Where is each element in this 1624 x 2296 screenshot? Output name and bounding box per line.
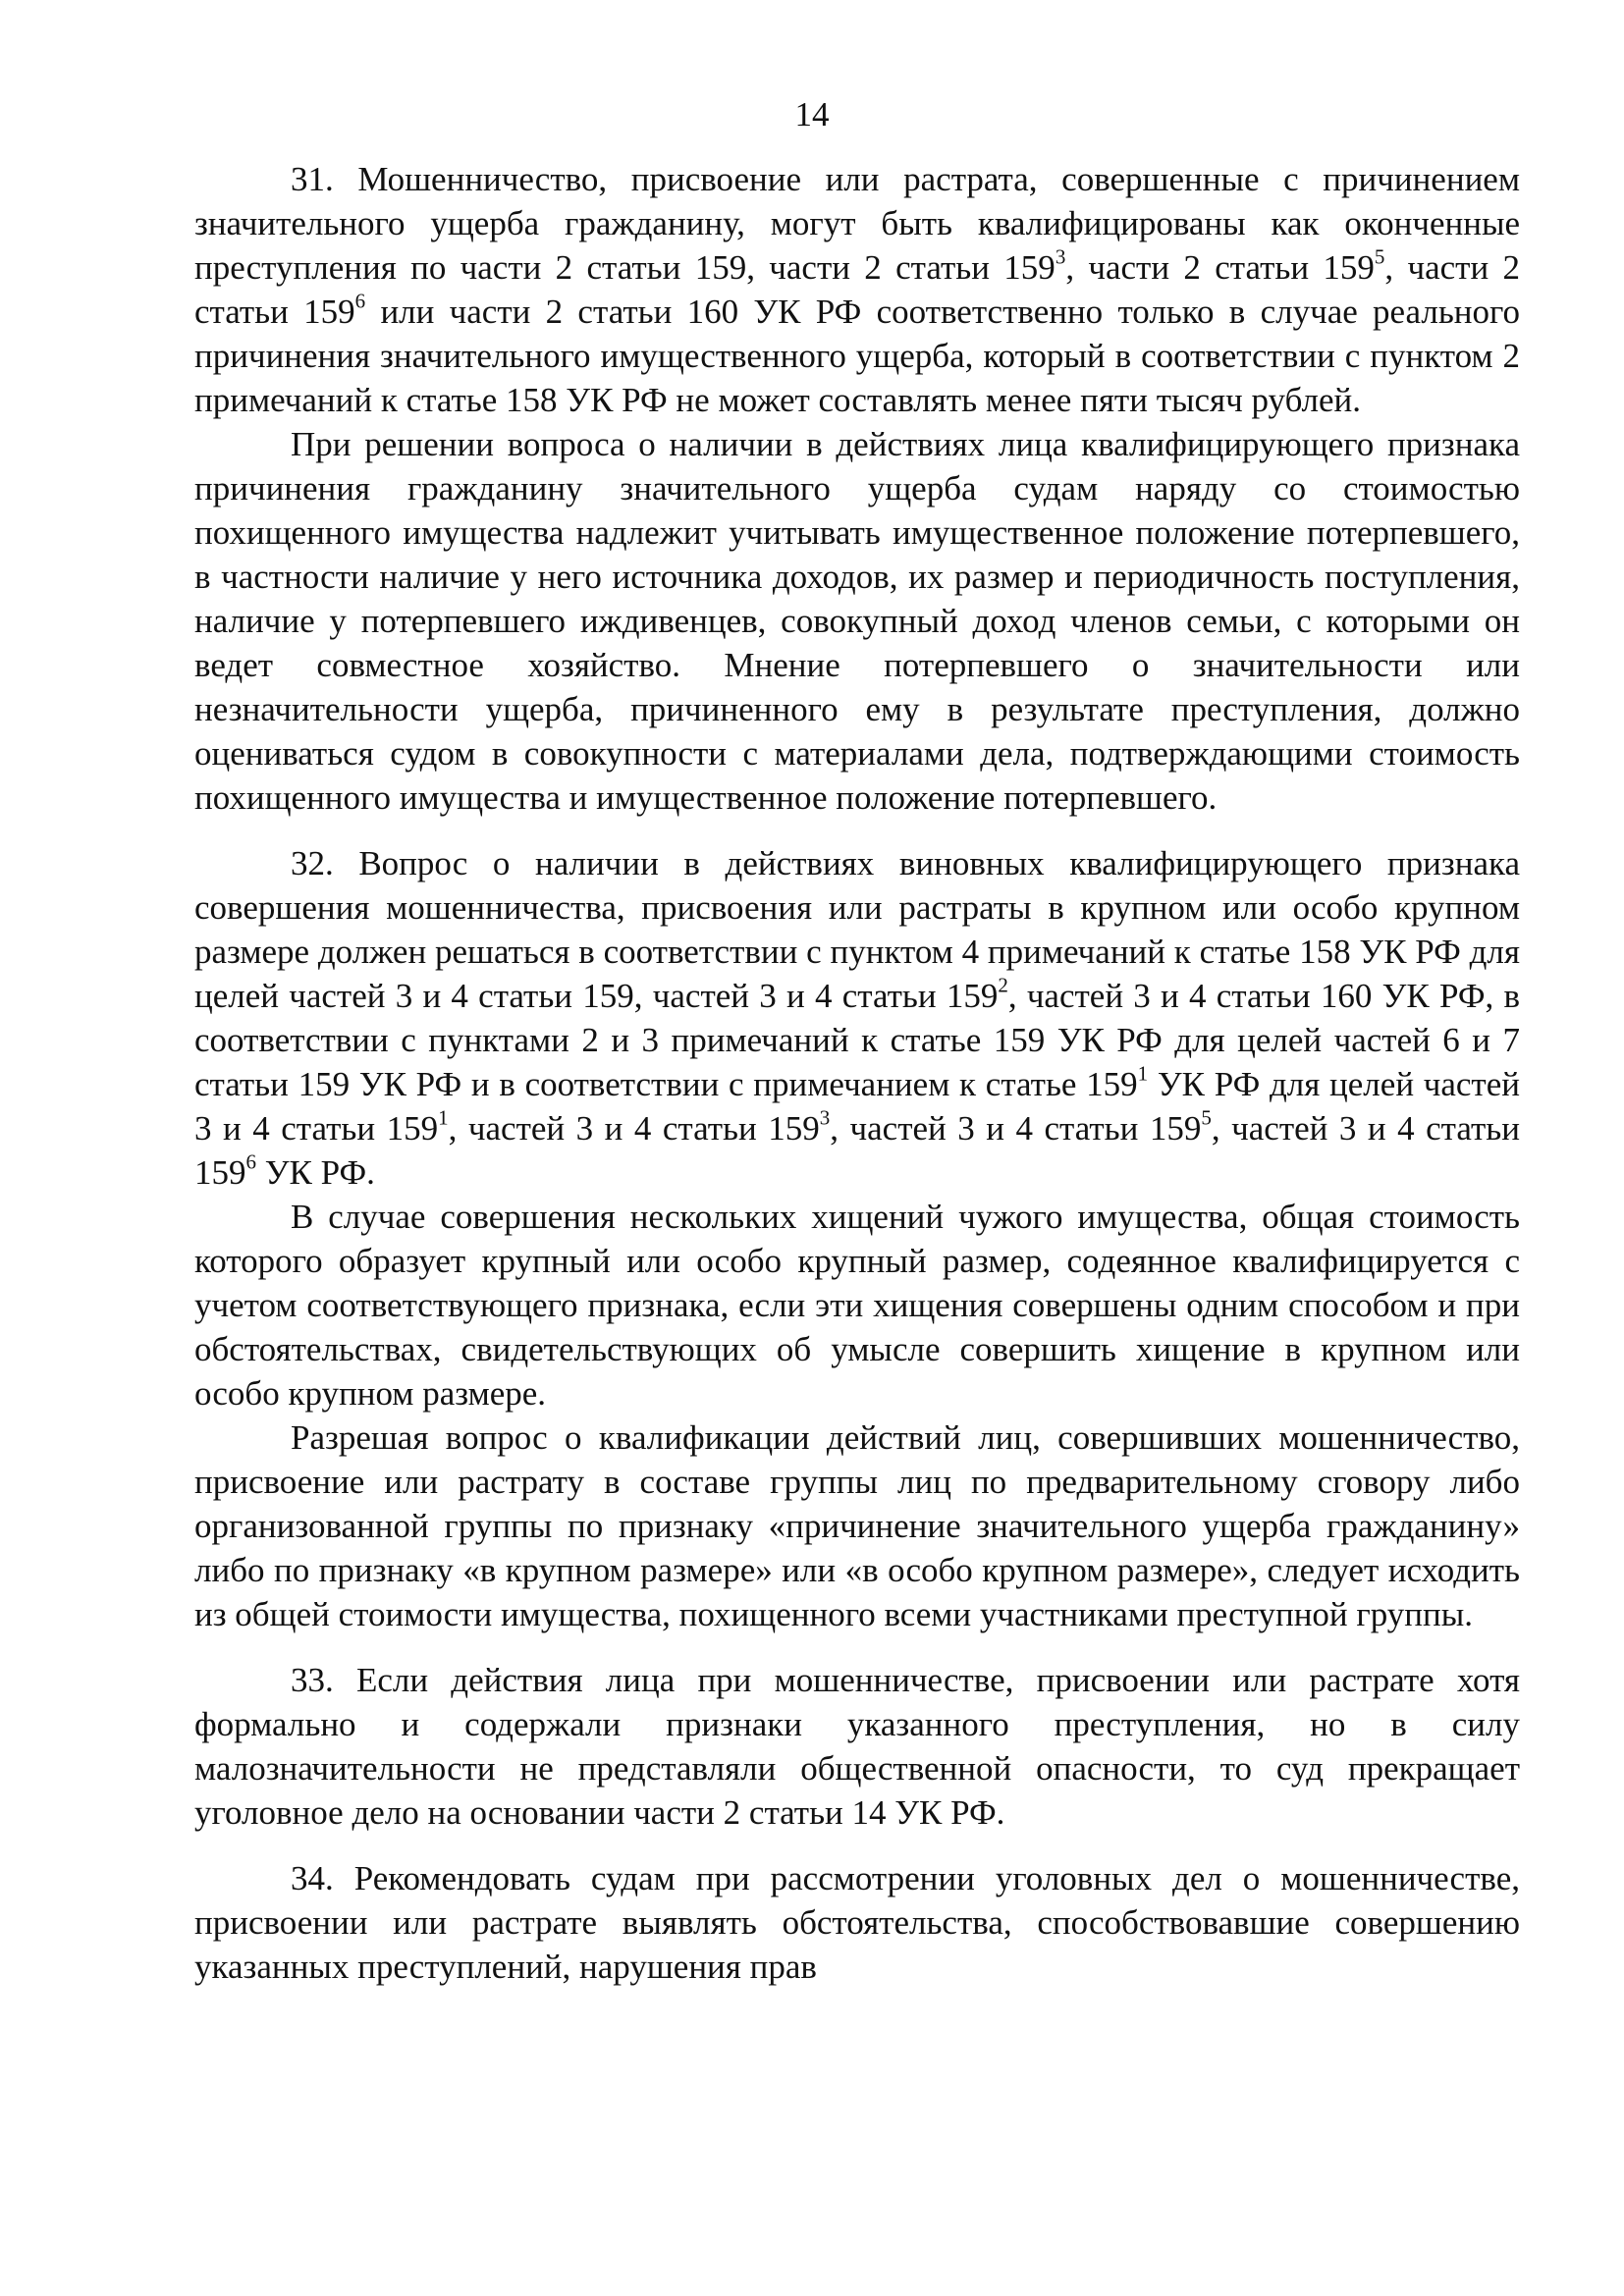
paragraph-p32b xyxy=(194,1195,1520,1415)
article-superscript: 6 xyxy=(354,289,366,313)
paragraph-text: Разрешая вопрос о квалификации действий лиц, совершивших мошенничество, присвоение или растрату в составе группы лиц по предварительному сговору либо организованной группы по признаку «причинение значительного ущерба гражданину» либо по признаку «в крупном размере» или «в особо крупном размере», следует исходить из общей стоимости имущества, похищенного всеми участниками преступной группы. xyxy=(194,1418,1520,1633)
paragraph-text: В случае совершения нескольких хищений чужого имущества, общая стоимость которого образует крупный или особо крупный размер, содеянное квалифицируется с учетом соответствующего признака, если эти хищения совершены одним способом и при обстоятельствах, свидетельствующих об умысле совершить хищение в крупном или особо крупном размере. xyxy=(194,1198,1520,1413)
article-superscript: 5 xyxy=(1201,1105,1212,1130)
paragraph-text: , части 2 статьи 159 xyxy=(194,248,1521,331)
paragraph-text: , частей 3 и 4 статьи 159 xyxy=(830,1109,1202,1148)
paragraph-text: При решении вопроса о наличии в действиях лица квалифицирующего признака причинения гражданину значительного ущерба судам наряду со стоимостью похищенного имущества надлежит учитывать имущественное положение потерпевшего, в частности наличие у него источника доходов, их размер и периодичность поступления, наличие у потерпевшего иждивенцев, совокупный доход членов семьи, с которыми он ведет совместное хозяйство. Мнение потерпевшего о значительности или незначительности ущерба, причиненного ему в результате преступления, должно оцениваться судом в совокупности с материалами дела, подтверждающими стоимость похищенного имущества и имущественное положение потерпевшего. xyxy=(194,425,1520,817)
paragraph-text: , части 2 статьи 159 xyxy=(1065,248,1375,287)
paragraph-text: 34. Рекомендовать судам при рассмотрении уголовных дел о мошенничестве, присвоении или растрате выявлять обстоятельства, способствовавшие совершению указанных преступлений, нарушения прав xyxy=(194,1859,1520,1986)
document-body xyxy=(194,157,1520,1989)
article-superscript: 3 xyxy=(1055,244,1066,269)
paragraph-text: 31. Мошенничество, присвоение или растрата, совершенные с причинением значительного ущерба гражданину, могут быть квалифицированы как оконченные преступления по части 2 статьи 159, части 2 статьи 159 xyxy=(194,160,1520,287)
paragraph-p32 xyxy=(194,841,1520,1195)
article-superscript: 5 xyxy=(1374,244,1385,269)
article-superscript: 6 xyxy=(245,1149,256,1174)
article-superscript: 2 xyxy=(998,973,1008,997)
paragraph-text: 32. Вопрос о наличии в действиях виновных квалифицирующего признака совершения мошенничества, присвоения или растраты в крупном или особо крупном размере должен решаться в соответствии с пунктом 4 примечаний к статье 158 УК РФ для целей частей 3 и 4 статьи 159, частей 3 и 4 статьи 159 xyxy=(194,844,1520,1015)
paragraph-p32c xyxy=(194,1415,1520,1636)
paragraph-p31b xyxy=(194,422,1520,820)
paragraph-text: , частей 3 и 4 статьи 159 xyxy=(194,1109,1521,1192)
paragraph-text: , частей 3 и 4 статьи 159 xyxy=(448,1109,820,1148)
paragraph-text: 33. Если действия лица при мошенничестве, присвоении или растрате хотя формально и содержали признаки указанного преступления, но в силу малозначительности не представляли общественной опасности, то суд прекращает уголовное дело на основании части 2 статьи 14 УК РФ. xyxy=(194,1661,1520,1832)
article-superscript: 3 xyxy=(819,1105,831,1130)
paragraph-p34 xyxy=(194,1856,1520,1989)
article-superscript: 1 xyxy=(1137,1061,1149,1086)
paragraph-text: УК РФ. xyxy=(256,1153,375,1192)
page-number: 14 xyxy=(794,95,830,133)
paragraph-text: УК РФ для целей частей 3 и 4 статьи 159 xyxy=(194,1065,1520,1148)
paragraph-p33 xyxy=(194,1658,1520,1835)
paragraph-text: или части 2 статьи 160 УК РФ соответственно только в случае реального причинения значительного имущественного ущерба, который в соответствии с пунктом 2 примечаний к статье 158 УК РФ не может составлять менее пяти тысяч рублей. xyxy=(194,293,1520,419)
article-superscript: 1 xyxy=(438,1105,449,1130)
paragraph-p31 xyxy=(194,157,1520,422)
paragraph-text: , частей 3 и 4 статьи 160 УК РФ, в соответствии с пунктами 2 и 3 примечаний к статье 159 УК РФ для целей частей 6 и 7 статьи 159 УК РФ и в соответствии с примечанием к статье 159 xyxy=(194,977,1521,1103)
